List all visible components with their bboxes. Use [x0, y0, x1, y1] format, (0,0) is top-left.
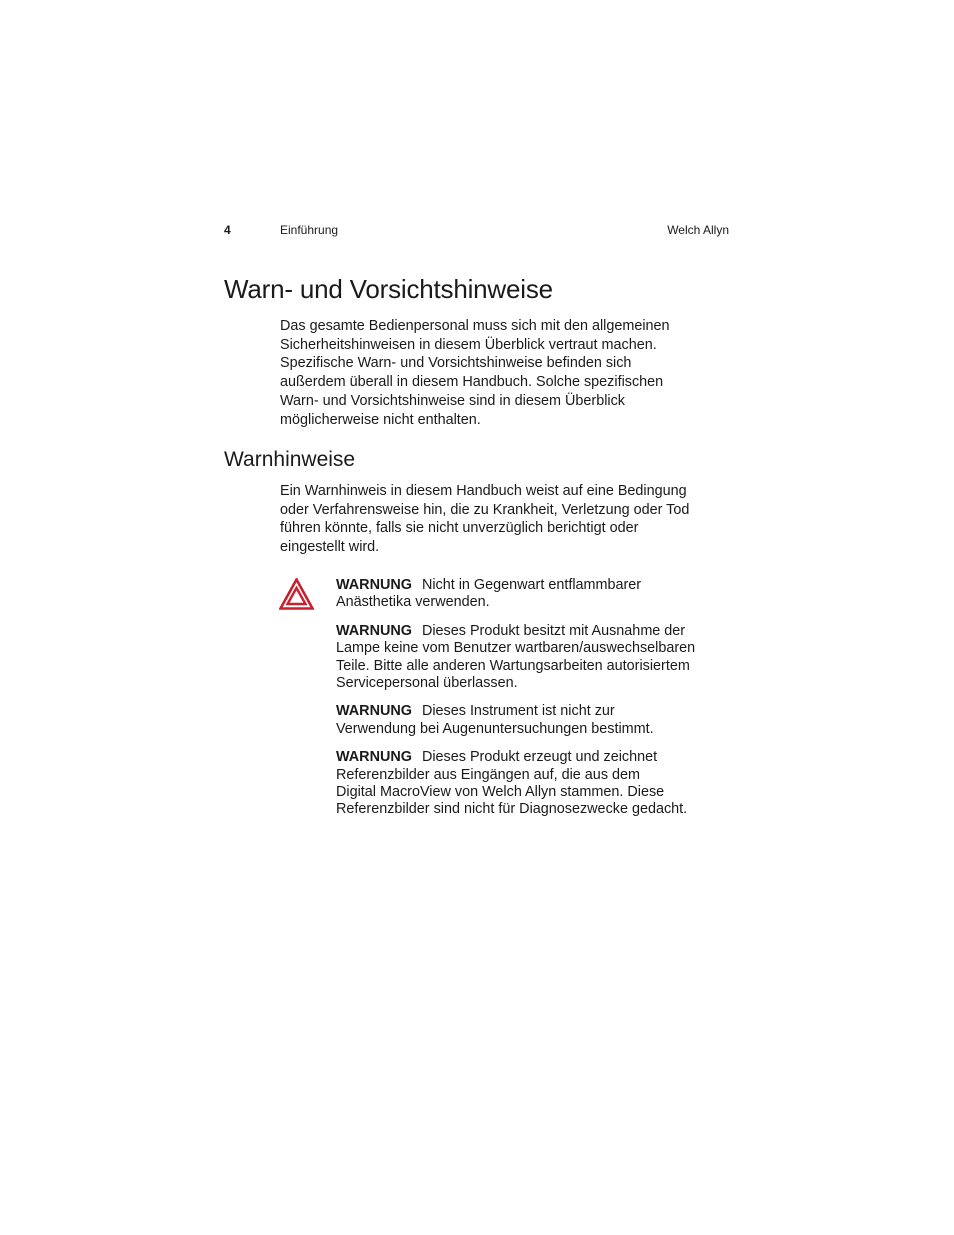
warning-item: [336, 703, 736, 738]
chapter-name: Einführung: [280, 223, 339, 237]
warning-item: [336, 749, 736, 819]
warning-label: WARNUNG: [336, 703, 412, 720]
warning-label: WARNUNG: [336, 749, 412, 766]
section-intro-paragraph: Das gesamte Bedienpersonal muss sich mit den allgemeinen Sicherheitshinweisen in diesem Überblick vertraut machen. Spezifische Warn- und Vorsichtshinweise befinden sich außerdem überall in diesem Handbuch. Solche spezifischen Warn- und Vorsichtshinweise sind in diesem Überblick möglicherweise nicht enthalten.: [280, 318, 670, 428]
section-title: Warn- und Vorsichtshinweise: [224, 274, 553, 304]
warning-list: [336, 577, 736, 830]
warning-text: Dieses Produkt erzeugt und zeichnet Referenzbilder aus Eingängen auf, die aus dem Digital MacroView von Welch Allyn stammen. Diese Referenzbilder sind nicht für Diagnosezwecke gedacht.: [336, 749, 688, 818]
warning-item: [336, 577, 736, 612]
subsection-intro-paragraph: Ein Warnhinweis in diesem Handbuch weist auf eine Bedingung oder Verfahrensweise hin, die zu Krankheit, Verletzung oder Tod führen könnte, falls sie nicht unverzüglich berichtigt oder eingestellt wird.: [280, 483, 690, 556]
brand-name: Welch Allyn: [667, 223, 729, 237]
warning-label: WARNUNG: [336, 577, 412, 593]
subsection-title: Warnhinweise: [224, 448, 356, 471]
running-header: [224, 221, 729, 239]
warning-text: Dieses Produkt besitzt mit Ausnahme der Lampe keine vom Benutzer wartbaren/auswechselbaren Teile. Bitte alle anderen Wartungsarbeiten autorisiertem Servicepersonal überlassen.: [336, 622, 696, 692]
warning-text: Dieses Instrument ist nicht zur Verwendung bei Augenuntersuchungen bestimmt.: [336, 703, 654, 737]
warning-triangle-icon: [279, 578, 314, 610]
page-number: 4: [224, 223, 231, 237]
warning-item: [336, 623, 736, 693]
warning-label: WARNUNG: [336, 622, 412, 639]
warning-text: Nicht in Gegenwart entflammbarer Anästhetika verwenden.: [336, 577, 642, 611]
